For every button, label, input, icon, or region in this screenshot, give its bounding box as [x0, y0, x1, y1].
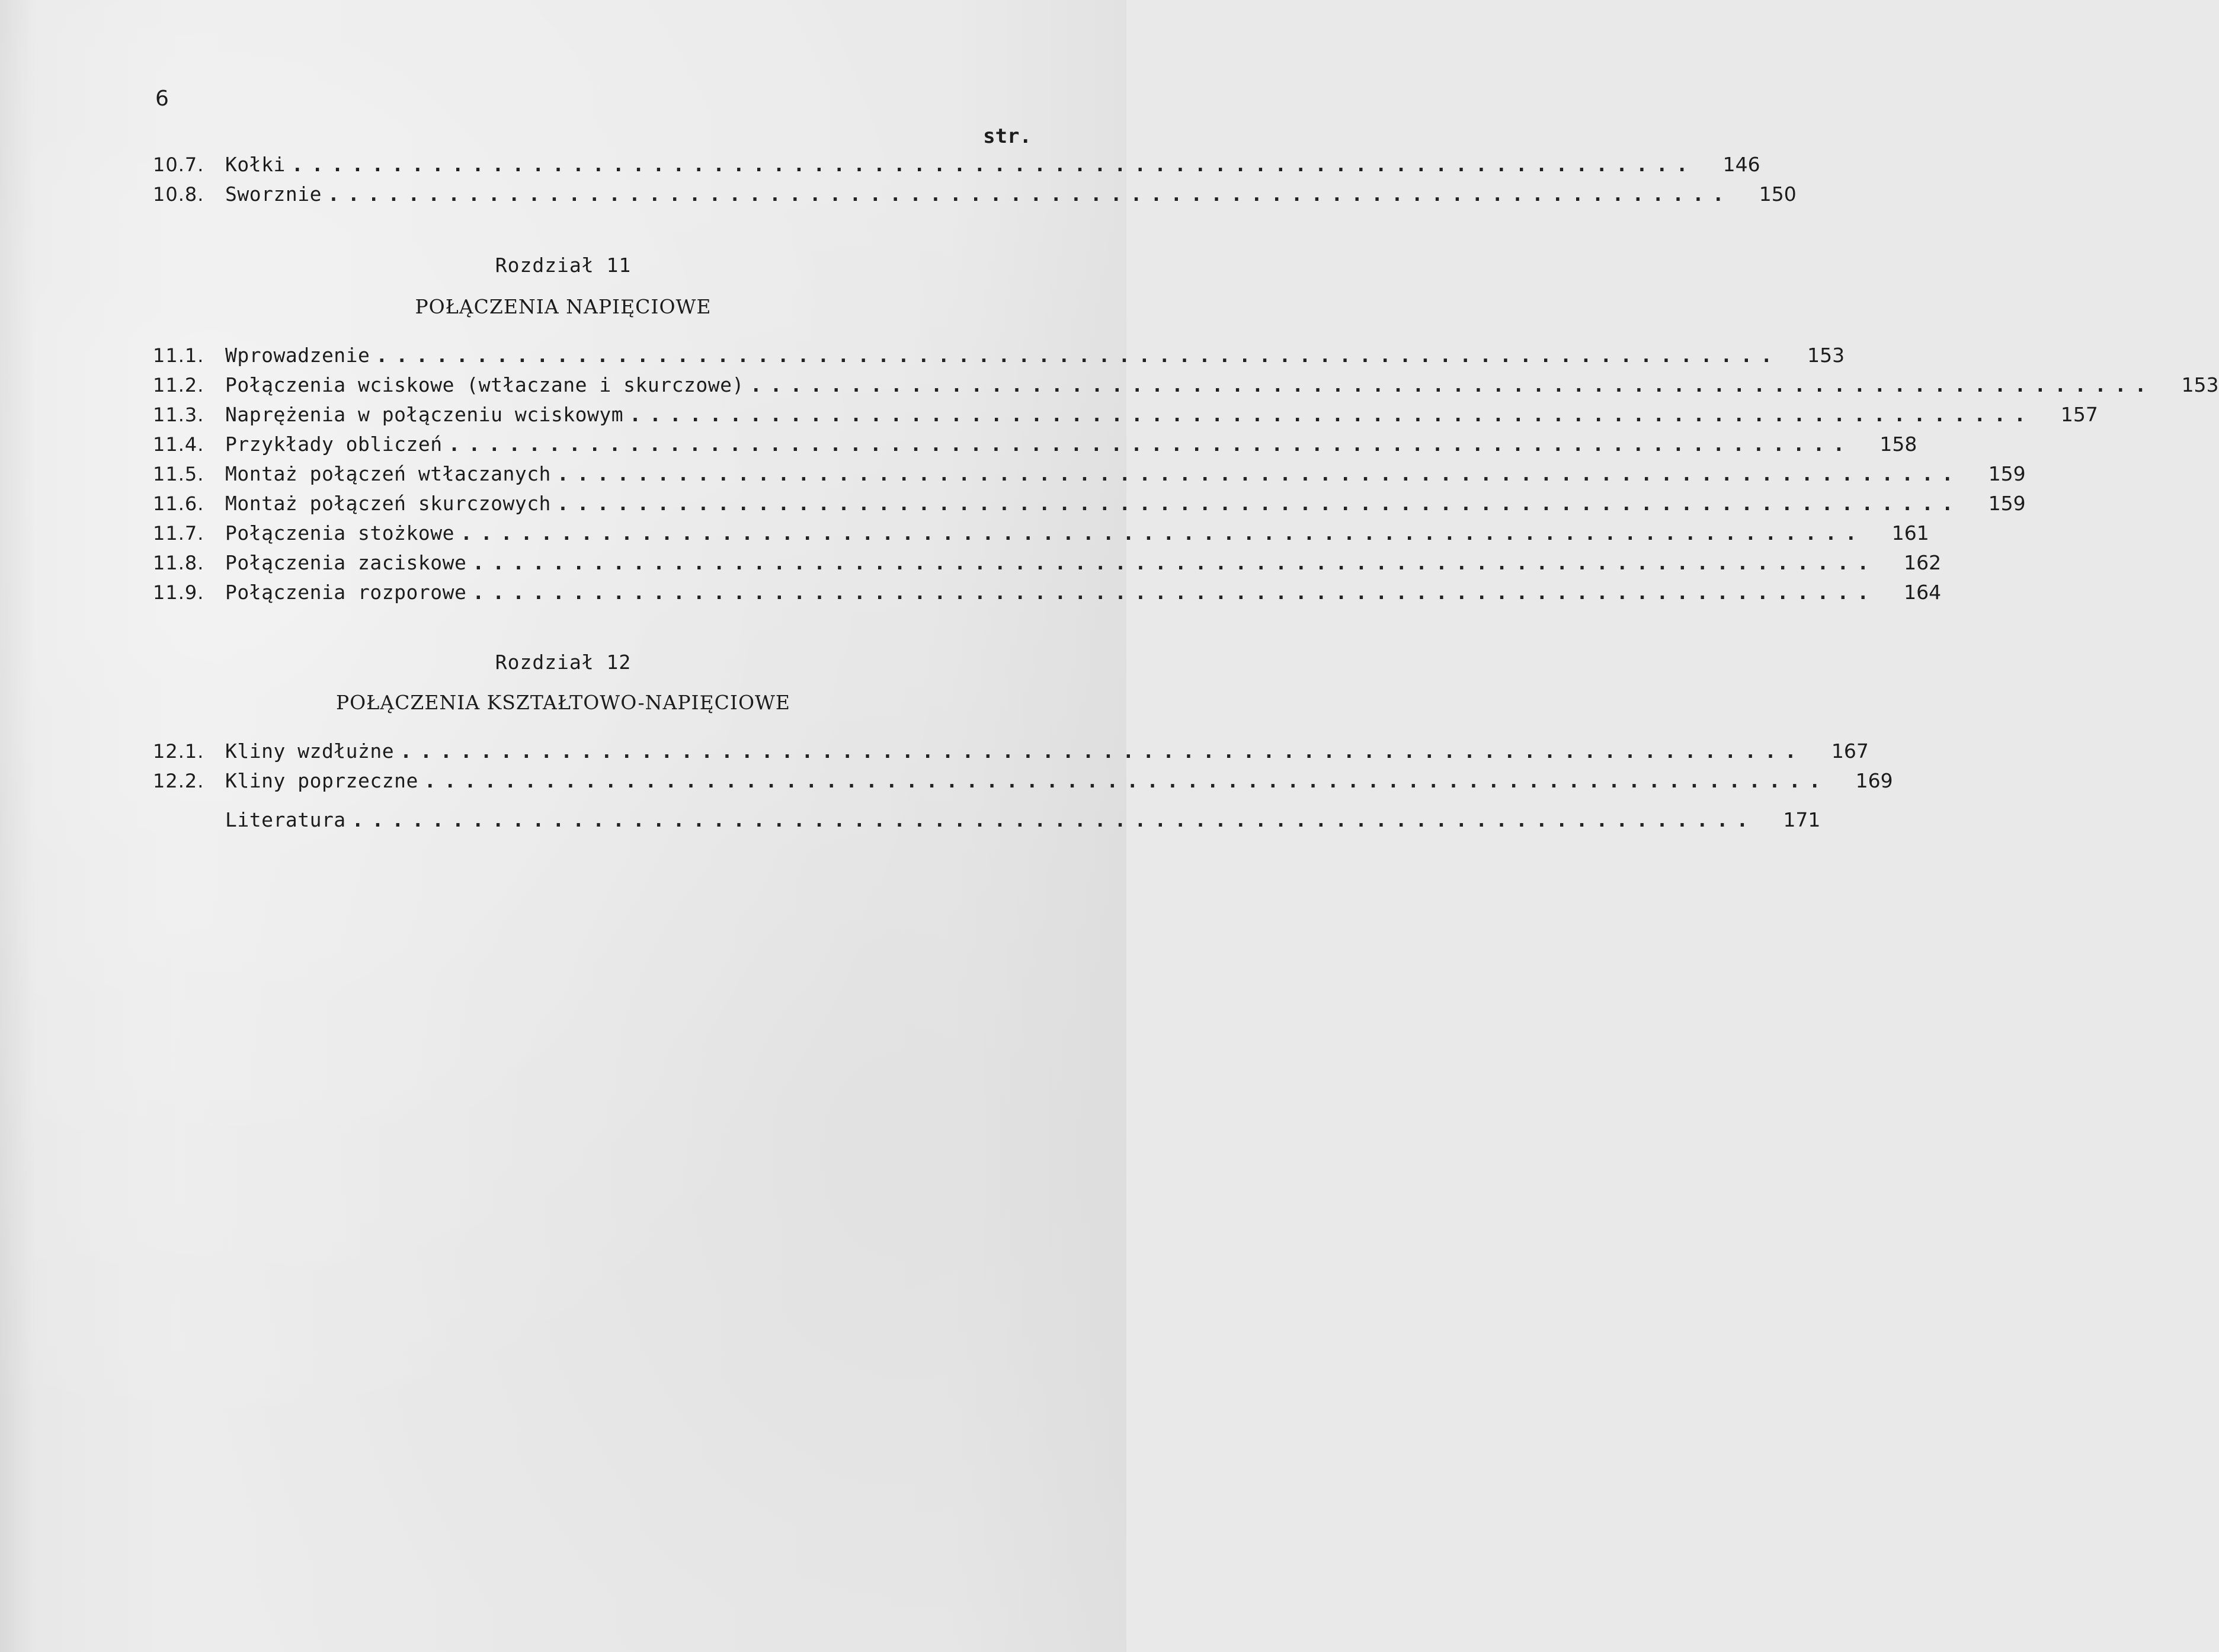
entry-page: 162: [1904, 551, 1942, 574]
toc-entry: [153, 551, 1942, 581]
toc-entry: [153, 153, 1760, 183]
entry-page: 159: [1988, 492, 2026, 515]
entry-page: 157: [2060, 403, 2098, 426]
toc-entry: [153, 183, 1797, 212]
entry-title: Połączenia rozporowe: [225, 581, 467, 604]
chapter-label: Rozdział 11: [495, 254, 632, 277]
entry-title: Połączenia wciskowe (wtłaczane i skurczowe): [225, 373, 744, 396]
chapter-title: POŁĄCZENIA KSZTAŁTOWO-NAPIĘCIOWE: [335, 691, 791, 714]
entry-number: 10.7.: [153, 153, 204, 176]
toc-entry-literature: [153, 808, 1821, 838]
entry-page: 169: [1855, 769, 1893, 792]
leader-dots: ......................................................................: [291, 153, 1696, 176]
entry-page: 158: [1879, 433, 1917, 456]
entry-page: 171: [1783, 808, 1821, 831]
leader-dots: ......................................................................: [472, 581, 1878, 604]
chapter-label: Rozdział 12: [495, 651, 632, 674]
entry-page: 164: [1904, 581, 1942, 604]
toc-entry: [153, 739, 1869, 769]
entry-title: Połączenia stożkowe: [225, 521, 454, 545]
toc-entry: [153, 521, 1929, 551]
entry-number: 11.7.: [153, 522, 204, 545]
toc-entry: [153, 581, 1942, 610]
entry-number: 11.4.: [153, 433, 204, 456]
entry-title: Kliny wzdłużne: [225, 739, 395, 763]
entry-number: 10.8.: [153, 183, 204, 206]
leader-dots: ......................................................................: [448, 433, 1853, 456]
entry-title: Wprowadzenie: [225, 344, 370, 367]
leader-dots: ......................................................................: [629, 403, 2034, 426]
toc-entry: [153, 403, 2098, 433]
leader-dots: ......................................................................: [400, 739, 1805, 763]
leader-dots: ......................................................................: [556, 462, 1962, 485]
entry-title: Kołki: [225, 153, 286, 176]
entry-page: 161: [1891, 521, 1929, 545]
entry-page: 146: [1722, 153, 1760, 176]
entry-number: 11.1.: [153, 344, 204, 367]
leader-dots: ......................................................................: [351, 808, 1757, 831]
entry-title: Naprężenia w połączeniu wciskowym: [225, 403, 624, 426]
toc-entry: [153, 769, 1893, 799]
leader-dots: ......................................................................: [376, 344, 1781, 367]
toc-entry: [153, 433, 1917, 462]
leader-dots: ......................................................................: [424, 769, 1829, 792]
entry-title: Sworznie: [225, 183, 322, 206]
entry-title: Przykłady obliczeń: [225, 433, 443, 456]
page-number: 6: [155, 87, 169, 111]
entry-page: 153: [1807, 344, 1845, 367]
entry-title: Montaż połączeń wtłaczanych: [225, 462, 551, 485]
entry-number: 12.1.: [153, 740, 204, 763]
toc-entry: [153, 344, 1845, 373]
entry-title: Kliny poprzeczne: [225, 769, 418, 792]
leader-dots: ......................................................................: [327, 183, 1733, 206]
leader-dots: ......................................................................: [472, 551, 1878, 574]
entry-title: Literatura: [225, 808, 346, 831]
entry-number: 11.5.: [153, 463, 204, 485]
entry-page: 167: [1831, 739, 1869, 763]
page-column-label: str.: [983, 124, 1032, 148]
entry-page: 159: [1988, 462, 2026, 485]
entry-number: 11.8.: [153, 552, 204, 574]
leader-dots: ......................................................................: [750, 373, 2155, 396]
entry-number: 12.2.: [153, 770, 204, 792]
leader-dots: ......................................................................: [460, 521, 1865, 545]
entry-number: 11.2.: [153, 374, 204, 396]
leader-dots: ......................................................................: [556, 492, 1962, 515]
toc-entry: [153, 373, 2219, 403]
entry-page: 150: [1759, 183, 1797, 206]
entry-title: Montaż połączeń skurczowych: [225, 492, 551, 515]
entry-number: 11.3.: [153, 404, 204, 426]
toc-entry: [153, 492, 2026, 521]
entry-number: 11.9.: [153, 581, 204, 604]
entry-number: 11.6.: [153, 492, 204, 515]
toc-entry: [153, 462, 2026, 492]
entry-page: 153: [2181, 373, 2219, 396]
chapter-title: POŁĄCZENIA NAPIĘCIOWE: [415, 295, 712, 318]
entry-title: Połączenia zaciskowe: [225, 551, 467, 574]
